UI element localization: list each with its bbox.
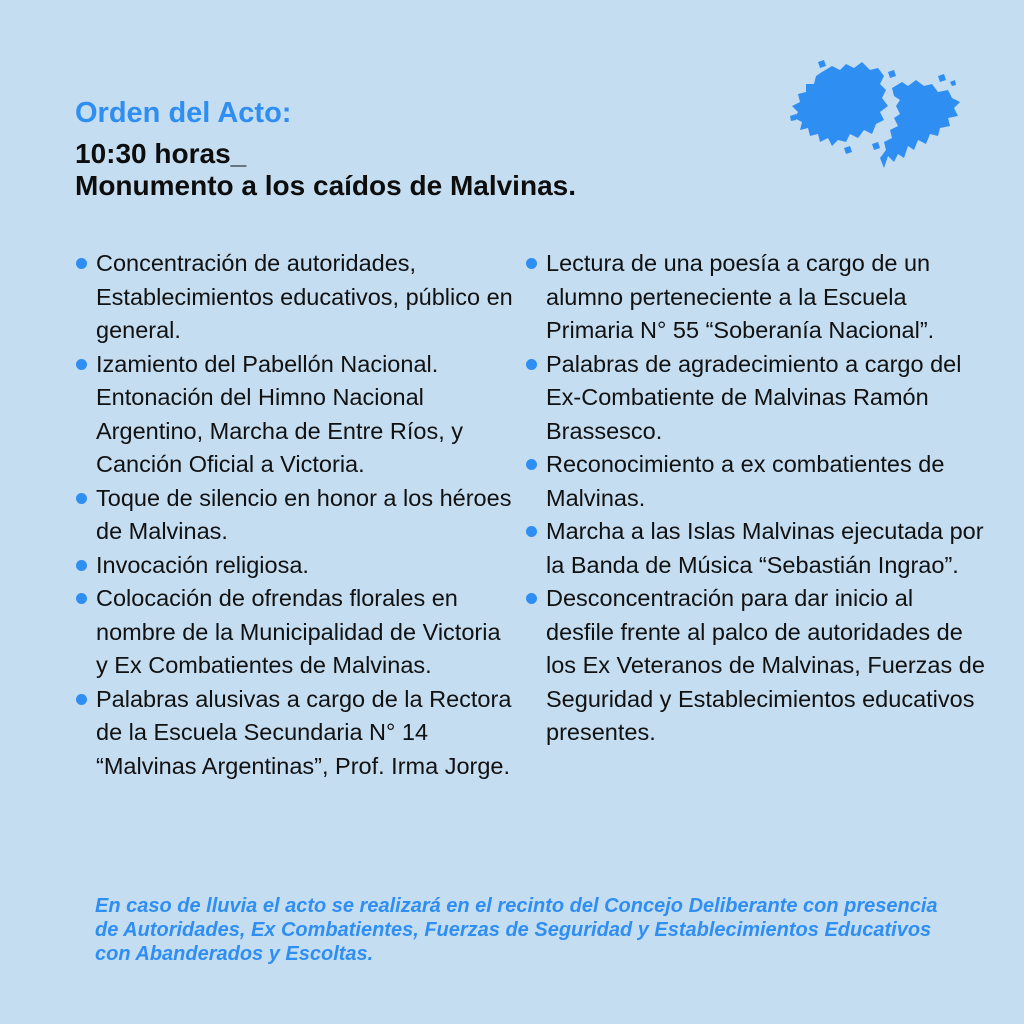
list-item	[526, 348, 986, 449]
bullet-icon	[526, 459, 537, 470]
malvinas-islands-map-icon	[788, 58, 964, 176]
list-item-text: Toque de silencio en honor a los héroes de Malvinas.	[96, 484, 512, 544]
bullet-icon	[76, 493, 87, 504]
bullet-icon	[76, 359, 87, 370]
bullet-icon	[76, 593, 87, 604]
agenda-list-right	[526, 247, 986, 750]
list-item-text: Reconocimiento a ex combatientes de Malvinas.	[546, 451, 945, 511]
list-item-text: Colocación de ofrendas florales en nombre de la Municipalidad de Victoria y Ex Combatientes de Malvinas.	[96, 585, 501, 678]
list-item	[76, 549, 516, 583]
list-item-text: Palabras de agradecimiento a cargo del Ex-Combatiente de Malvinas Ramón Brassesco.	[546, 350, 962, 444]
list-item-text: Lectura de una poesía a cargo de un alumno perteneciente a la Escuela Primaria N° 55 “Soberanía Nacional”.	[546, 250, 935, 343]
list-item	[76, 348, 516, 482]
bullet-icon	[76, 258, 87, 269]
bullet-icon	[526, 526, 537, 537]
list-item	[526, 448, 986, 515]
list-item-text: Invocación religiosa.	[96, 551, 309, 578]
list-item-text: Desconcentración para dar inicio al desfile frente al palco de autoridades de los Ex Veteranos de Malvinas, Fuerzas de Seguridad y Establecimientos educativos presentes.	[546, 585, 985, 745]
list-item	[526, 247, 986, 348]
event-time: 10:30 horas_	[75, 138, 247, 169]
list-item	[76, 582, 516, 683]
list-item-text: Palabras alusivas a cargo de la Rectora de la Escuela Secundaria N° 14 “Malvinas Argentinas”, Prof. Irma Jorge.	[96, 685, 512, 779]
event-time-location	[75, 138, 576, 202]
page-title: Orden del Acto:	[75, 97, 292, 129]
bullet-icon	[76, 560, 87, 571]
list-item-text: Marcha a las Islas Malvinas ejecutada por la Banda de Música “Sebastián Ingrao”.	[546, 518, 984, 578]
bullet-icon	[76, 694, 87, 705]
event-location: Monumento a los caídos de Malvinas.	[75, 170, 576, 201]
list-item	[526, 515, 986, 582]
rain-contingency-note: En caso de lluvia el acto se realizará en el recinto del Concejo Deliberante con presencia de Autoridades, Ex Combatientes, Fuerzas de Seguridad y Establecimientos Educativos con Abanderados y Escoltas.	[95, 895, 938, 965]
list-item-text: Izamiento del Pabellón Nacional. Entonación del Himno Nacional Argentino, Marcha de Entre Ríos, y Canción Oficial a Victoria.	[96, 350, 464, 477]
agenda-list-left	[76, 247, 516, 783]
bullet-icon	[526, 258, 537, 269]
bullet-icon	[526, 359, 537, 370]
list-item-text: Concentración de autoridades, Establecimientos educativos, público en general.	[96, 250, 513, 343]
list-item	[76, 247, 516, 348]
list-item	[76, 482, 516, 549]
bullet-icon	[526, 593, 537, 604]
list-item	[526, 582, 986, 750]
list-item	[76, 683, 516, 784]
